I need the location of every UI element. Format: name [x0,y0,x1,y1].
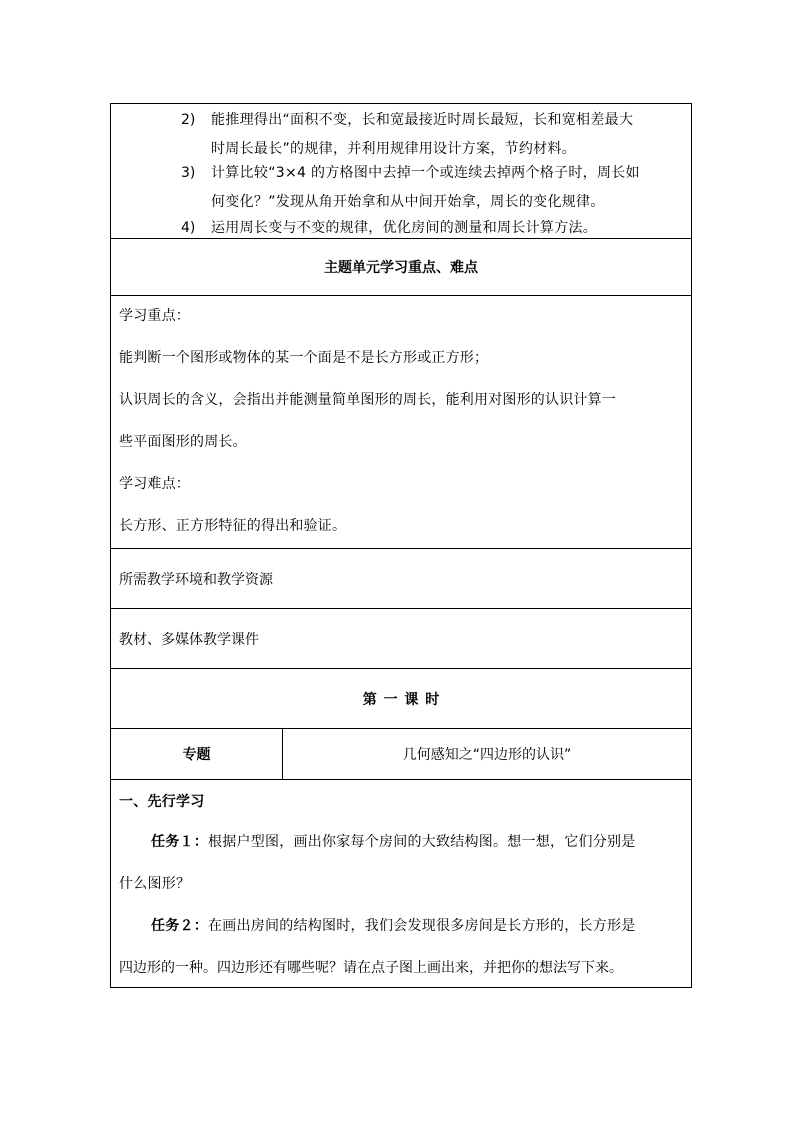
focus-item: 能判断一个图形或物体的某一个面是不是长方形或正方形； [119,350,489,366]
focus-item-continuation: 些平面图形的周长。 [119,434,247,450]
task-2-line [119,916,685,936]
resources-content-row [111,609,691,669]
difficulty-item: 长方形、正方形特征的得出和验证。 [119,518,347,534]
task-2-continuation: 四边形的一种。四边形还有哪些呢？请在点子图上画出来，并把你的想法写下来。 [119,960,623,976]
goal-item [181,106,686,164]
task-1-continuation: 什么图形？ [119,876,191,892]
pre-learning-row [111,780,691,987]
topic-value-cell [283,729,691,779]
task-1-label: 任务１： [151,834,208,850]
pre-learning-heading: 一、先行学习 [119,794,205,810]
goal-text-line: 能推理得出“面积不变，长和宽最接近时周长最短，长和宽相差最大 [211,112,634,128]
resources-heading-row [111,549,691,609]
resources-content: 教材、多媒体教学课件 [119,632,259,648]
key-section-row [111,296,691,549]
topic-value: 几何感知之“四边形的认识” [402,747,572,763]
focus-label: 学习重点： [119,308,190,324]
task-2-label: 任务２： [151,918,208,934]
goals-row [111,104,691,239]
task-1-line [119,832,685,852]
task-1-text: 根据户型图，画出你家每个房间的大致结构图。想一想，它们分别是 [208,834,636,850]
goal-number: 4) [181,220,196,236]
key-section-heading-row [111,239,691,296]
goal-number: 3) [181,165,196,181]
goal-number: 2) [181,112,196,128]
key-section-heading: 主题单元学习重点、难点 [324,260,478,276]
goal-text-line: 计算比较“3×4 的方格图中去掉一个或连续去掉两个格子时，周长如 [211,165,640,181]
goal-text-line: 时周长最长”的规律，并利用规律用设计方案，节约材料。 [211,141,577,157]
resources-heading: 所需教学环境和教学资源 [119,572,273,588]
task-2-text: 在画出房间的结构图时，我们会发现很多房间是长方形的，长方形是 [208,918,636,934]
lesson-plan-table [110,103,692,988]
topic-label: 专题 [182,747,211,763]
lesson-title-row [111,669,691,729]
goal-text-line: 运用周长变与不变的规律，优化房间的测量和周长计算方法。 [211,220,598,236]
topic-row [111,729,691,780]
lesson-title: 第 一 课 时 [362,691,440,708]
topic-label-cell [111,729,283,779]
goal-text-line: 何变化？”发现从角开始拿和从中间开始拿，周长的变化规律。 [211,194,605,210]
focus-item: 认识周长的含义，会指出并能测量简单图形的周长，能利用对图形的认识计算一 [119,392,616,408]
goal-item [181,159,686,217]
difficulty-label: 学习难点： [119,476,190,492]
